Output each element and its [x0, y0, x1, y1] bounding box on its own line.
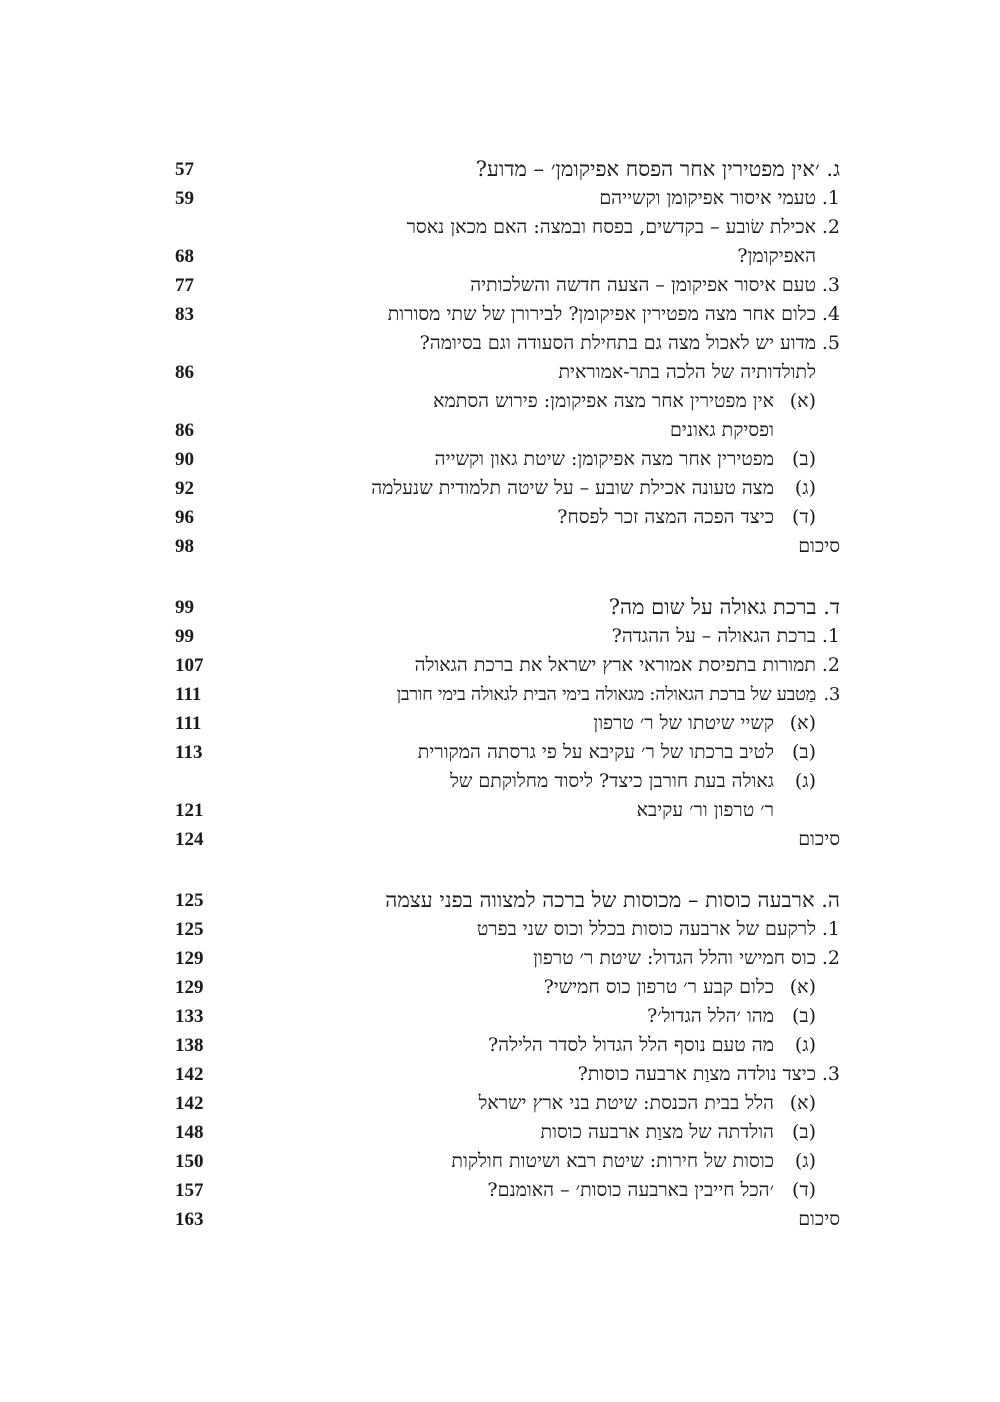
entry-marker: (ב)	[792, 1121, 816, 1143]
entry-marker: 3.	[821, 1063, 840, 1085]
toc-entry-continuation[interactable]	[150, 242, 840, 271]
entry-marker: (א)	[789, 1092, 816, 1114]
toc-summary[interactable]	[150, 825, 840, 854]
entry-marker: 4.	[821, 303, 840, 325]
page-number: 59	[175, 188, 194, 209]
toc-subentry-continuation[interactable]	[150, 796, 840, 825]
page-number: 83	[175, 304, 194, 325]
entry-text: טעם איסור אפיקומן – הצעה חדשה והשלכותיה	[470, 274, 816, 296]
entry-text: אין מפטירין אחר מצה אפיקומן: פירוש הסתמא	[433, 390, 774, 412]
page-number: 90	[175, 449, 194, 470]
entry-marker: (ב)	[792, 448, 816, 470]
section-heading[interactable]	[150, 155, 840, 184]
page-number: 77	[175, 275, 194, 296]
toc-entry[interactable]	[150, 329, 840, 358]
toc-entry[interactable]	[150, 271, 840, 300]
page-number: 124	[175, 829, 204, 850]
toc-entry[interactable]	[150, 300, 840, 329]
page-number: 99	[175, 597, 194, 618]
toc-subentry[interactable]	[150, 1031, 840, 1060]
entry-text: לטיב ברכתו של ר׳ עקיבא על פי גרסתה המקורית	[417, 741, 774, 763]
entry-text: מהו ׳הלל הגדול׳?	[647, 1005, 774, 1027]
summary-label: סיכום	[798, 828, 840, 850]
entry-marker: 1.	[821, 187, 840, 209]
summary-label: סיכום	[798, 535, 840, 557]
page-number: 99	[175, 626, 194, 647]
summary-label: סיכום	[798, 1208, 840, 1230]
toc-subentry[interactable]	[150, 767, 840, 796]
page-number: 86	[175, 362, 194, 383]
page-number: 96	[175, 507, 194, 528]
entry-marker: (ב)	[792, 1005, 816, 1027]
page-number: 92	[175, 478, 194, 499]
entry-marker: (א)	[789, 390, 816, 412]
toc-subentry[interactable]	[150, 1147, 840, 1176]
entry-marker: (ג)	[794, 1034, 816, 1056]
page-number: 138	[175, 1035, 204, 1056]
page-number: 121	[175, 800, 204, 821]
page-number: 68	[175, 246, 194, 267]
toc-entry-continuation[interactable]	[150, 358, 840, 387]
section-heading[interactable]	[150, 886, 840, 915]
page-number: 163	[175, 1209, 204, 1230]
entry-text: ׳הכל חייבין בארבעה כוסות׳ – האומנם?	[487, 1179, 774, 1201]
entry-text: כוס חמישי והלל הגדול: שיטת ר׳ טרפון	[533, 947, 816, 969]
entry-marker: (א)	[789, 976, 816, 998]
section-title: ג. ׳אין מפטירין אחר הפסח אפיקומן׳ – מדוע?	[475, 157, 840, 181]
entry-marker: (ג)	[794, 770, 816, 792]
toc-subentry[interactable]	[150, 1176, 840, 1205]
page-number: 142	[175, 1093, 204, 1114]
page-number: 125	[175, 919, 204, 940]
entry-text: מדוע יש לאכול מצה גם בתחילת הסעודה וגם בסיומה?	[419, 332, 816, 354]
page-number: 125	[175, 890, 204, 911]
toc-entry[interactable]	[150, 680, 840, 709]
toc-subentry[interactable]	[150, 1089, 840, 1118]
entry-marker: 3.	[821, 274, 840, 296]
entry-text: תמורות בתפיסת אמוראי ארץ ישראל את ברכת הגאולה	[414, 654, 816, 676]
toc-entry[interactable]	[150, 622, 840, 651]
entry-marker: (ב)	[792, 741, 816, 763]
entry-text: קשיי שיטתו של ר׳ טרפון	[593, 712, 774, 734]
entry-text: ברכת הגאולה – על ההגדה?	[611, 625, 816, 647]
entry-text: ופסיקת גאונים	[670, 419, 774, 441]
entry-marker: (א)	[789, 712, 816, 734]
toc-subentry[interactable]	[150, 738, 840, 767]
toc-summary[interactable]	[150, 532, 840, 561]
toc-subentry[interactable]	[150, 973, 840, 1002]
page-number: 111	[175, 684, 202, 705]
entry-text: האפיקומן?	[737, 245, 816, 267]
entry-marker: 1.	[821, 625, 840, 647]
entry-text: מצה טעונה אכילת שובע – על שיטה תלמודית שנעלמה	[371, 477, 774, 499]
entry-text: כיצד הפכה המצה זכר לפסח?	[557, 506, 774, 528]
section-title: ד. ברכת גאולה על שום מה?	[608, 595, 840, 619]
entry-text: כלום אחר מצה מפטירין אפיקומן? לבירורן של שתי מסורות	[387, 303, 816, 325]
toc-subentry[interactable]	[150, 1002, 840, 1031]
entry-marker: 2.	[821, 654, 840, 676]
toc-entry[interactable]	[150, 915, 840, 944]
page-number: 133	[175, 1006, 204, 1027]
entry-text: מַטבע של ברכת הגאולה: מגאולה בימי הבית לגאולה בימי חורבן	[396, 684, 816, 705]
entry-marker: (ג)	[794, 477, 816, 499]
entry-text: מפטירין אחר מצה אפיקומן: שיטת גאון וקשייה	[434, 448, 774, 470]
toc-subentry[interactable]	[150, 709, 840, 738]
toc-summary[interactable]	[150, 1205, 840, 1234]
entry-marker: 3.	[823, 684, 840, 705]
page-number: 86	[175, 420, 194, 441]
toc-subentry[interactable]	[150, 445, 840, 474]
page-number: 150	[175, 1151, 204, 1172]
page-number: 98	[175, 536, 194, 557]
entry-marker: (ד)	[792, 1179, 816, 1201]
entry-text: הולדתה של מצוַת ארבעה כוסות	[540, 1121, 774, 1143]
entry-text: כלום קבע ר׳ טרפון כוס חמישי?	[543, 976, 774, 998]
page-number: 157	[175, 1180, 204, 1201]
toc-subentry-continuation[interactable]	[150, 416, 840, 445]
page-number: 111	[175, 713, 202, 734]
entry-text: ר׳ טרפון ור׳ עקיבא	[636, 799, 774, 821]
entry-text: לתולדותיה של הלכה בתר-אמוראית	[558, 361, 816, 383]
entry-text: מה טעם נוסף הלל הגדול לסדר הלילה?	[488, 1034, 774, 1056]
section-heading[interactable]	[150, 593, 840, 622]
section-title: ה. ארבעה כוסות – מכוסות של ברכה למצווה בפני עצמה	[385, 888, 840, 912]
entry-marker: (ד)	[792, 506, 816, 528]
entry-marker: 1.	[821, 918, 840, 940]
entry-text: לרקעם של ארבעה כוסות בכלל וכוס שני בפרט	[476, 918, 816, 940]
page-number: 129	[175, 977, 204, 998]
toc-entry[interactable]	[150, 944, 840, 973]
toc-entry[interactable]	[150, 651, 840, 680]
entry-text: כוסות של חירות: שיטת רבא ושיטות חולקות	[451, 1150, 774, 1172]
toc-subentry[interactable]	[150, 1118, 840, 1147]
entry-text: הלל בבית הכנסת: שיטת בני ארץ ישראל	[478, 1092, 774, 1114]
page-number: 148	[175, 1122, 204, 1143]
entry-marker: (ג)	[794, 1150, 816, 1172]
toc-subentry[interactable]	[150, 503, 840, 532]
toc-entry[interactable]	[150, 1060, 840, 1089]
entry-marker: 2.	[821, 947, 840, 969]
page-number: 129	[175, 948, 204, 969]
toc-subentry[interactable]	[150, 474, 840, 503]
toc-subentry[interactable]	[150, 387, 840, 416]
page-number: 107	[175, 655, 204, 676]
page-number: 113	[175, 742, 203, 763]
entry-text: טעמי איסור אפיקומן וקשייהם	[599, 187, 816, 209]
entry-text: כיצד נולדה מצוַת ארבעה כוסות?	[577, 1063, 816, 1085]
entry-text: גאולה בעת חורבן כיצד? ליסוד מחלוקתם של	[450, 770, 774, 792]
toc-entry[interactable]	[150, 213, 840, 242]
page-number: 142	[175, 1064, 204, 1085]
entry-marker: 5.	[821, 332, 840, 354]
page-number: 57	[175, 159, 194, 180]
toc-entry[interactable]	[150, 184, 840, 213]
entry-marker: 2.	[821, 216, 840, 238]
entry-text: אכילת שׂובע – בקדשים, בפסח ובמצה: האם מכאן נאסר	[406, 216, 816, 238]
